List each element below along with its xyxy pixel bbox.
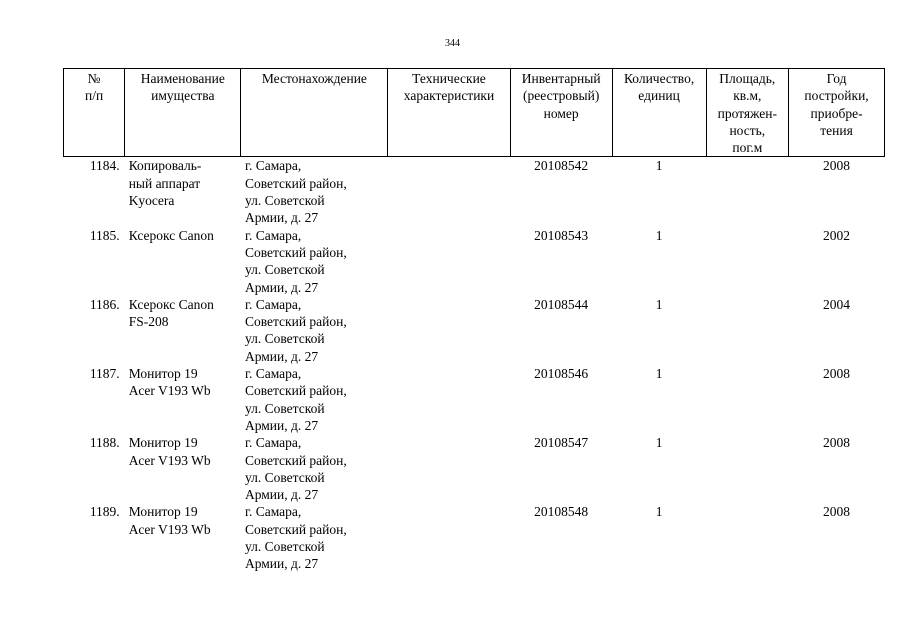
property-name: Монитор 19 Acer V193 Wb (128, 366, 211, 399)
table-row (64, 227, 885, 296)
year: 2008 (823, 435, 851, 451)
location: г. Самара, Советский район, ул. Советской Армии, д. 27 (244, 504, 347, 572)
inventory-number: 20108546 (534, 366, 589, 382)
area (706, 365, 789, 434)
area (706, 503, 789, 572)
year: 2008 (823, 158, 851, 174)
technical-specs (388, 365, 510, 434)
year: 2008 (823, 366, 851, 382)
quantity: 1 (655, 296, 663, 312)
inventory-number: 20108543 (534, 227, 589, 243)
location: г. Самара, Советский район, ул. Советской Армии, д. 27 (244, 366, 347, 433)
area (706, 227, 789, 296)
header-number: № п/п (64, 69, 125, 157)
header-location: Местонахождение (241, 69, 388, 157)
property-register-table (63, 68, 885, 573)
header-year: Год постройки, приобре- тения (789, 69, 885, 157)
row-number: 1189. (89, 504, 120, 520)
row-number: 1184. (89, 158, 120, 174)
header-area: Площадь, кв.м, протяжен- ность, пог.м (706, 69, 789, 157)
header-property-name: Наименование имущества (125, 69, 241, 157)
location: г. Самара, Советский район, ул. Советской Армии, д. 27 (244, 227, 347, 295)
property-name: Ксерокс Canon (128, 227, 214, 243)
year: 2002 (823, 227, 851, 243)
property-name: Монитор 19 Acer V193 Wb (128, 504, 211, 537)
row-number: 1186. (89, 296, 120, 312)
area (706, 434, 789, 503)
row-number: 1185. (89, 227, 120, 243)
quantity: 1 (655, 435, 663, 451)
quantity: 1 (655, 227, 663, 243)
table-header (64, 69, 885, 157)
property-name: Монитор 19 Acer V193 Wb (128, 435, 211, 468)
inventory-number: 20108544 (534, 296, 589, 312)
row-number: 1188. (89, 435, 120, 451)
location: г. Самара, Советский район, ул. Советской Армии, д. 27 (244, 158, 347, 226)
year: 2008 (823, 504, 851, 520)
year: 2004 (823, 296, 851, 312)
location: г. Самара, Советский район, ул. Советской Армии, д. 27 (244, 435, 347, 503)
header-row (64, 69, 885, 157)
header-inventory-number: Инвентарный (реестровый) номер (510, 69, 612, 157)
row-number: 1187. (89, 366, 120, 382)
table-row (64, 365, 885, 434)
technical-specs (388, 434, 510, 503)
technical-specs (388, 227, 510, 296)
inventory-number: 20108547 (534, 435, 589, 451)
table-row (64, 296, 885, 365)
quantity: 1 (655, 504, 663, 520)
technical-specs (388, 157, 510, 227)
area (706, 296, 789, 365)
property-name: Ксерокс Canon FS-208 (128, 296, 214, 330)
quantity: 1 (655, 366, 663, 382)
table-row (64, 503, 885, 572)
technical-specs (388, 296, 510, 365)
area (706, 157, 789, 227)
header-technical-specs: Технические характеристики (388, 69, 510, 157)
table-row (64, 157, 885, 227)
header-quantity: Количество, единиц (612, 69, 706, 157)
table-body (64, 157, 885, 573)
inventory-number: 20108548 (534, 504, 589, 520)
property-name: Копироваль- ный аппарат Kyocera (128, 158, 202, 209)
quantity: 1 (655, 158, 663, 174)
page-number: 344 (445, 38, 460, 49)
table-row (64, 434, 885, 503)
location: г. Самара, Советский район, ул. Советской Армии, д. 27 (244, 296, 347, 364)
technical-specs (388, 503, 510, 572)
inventory-number: 20108542 (534, 158, 589, 174)
